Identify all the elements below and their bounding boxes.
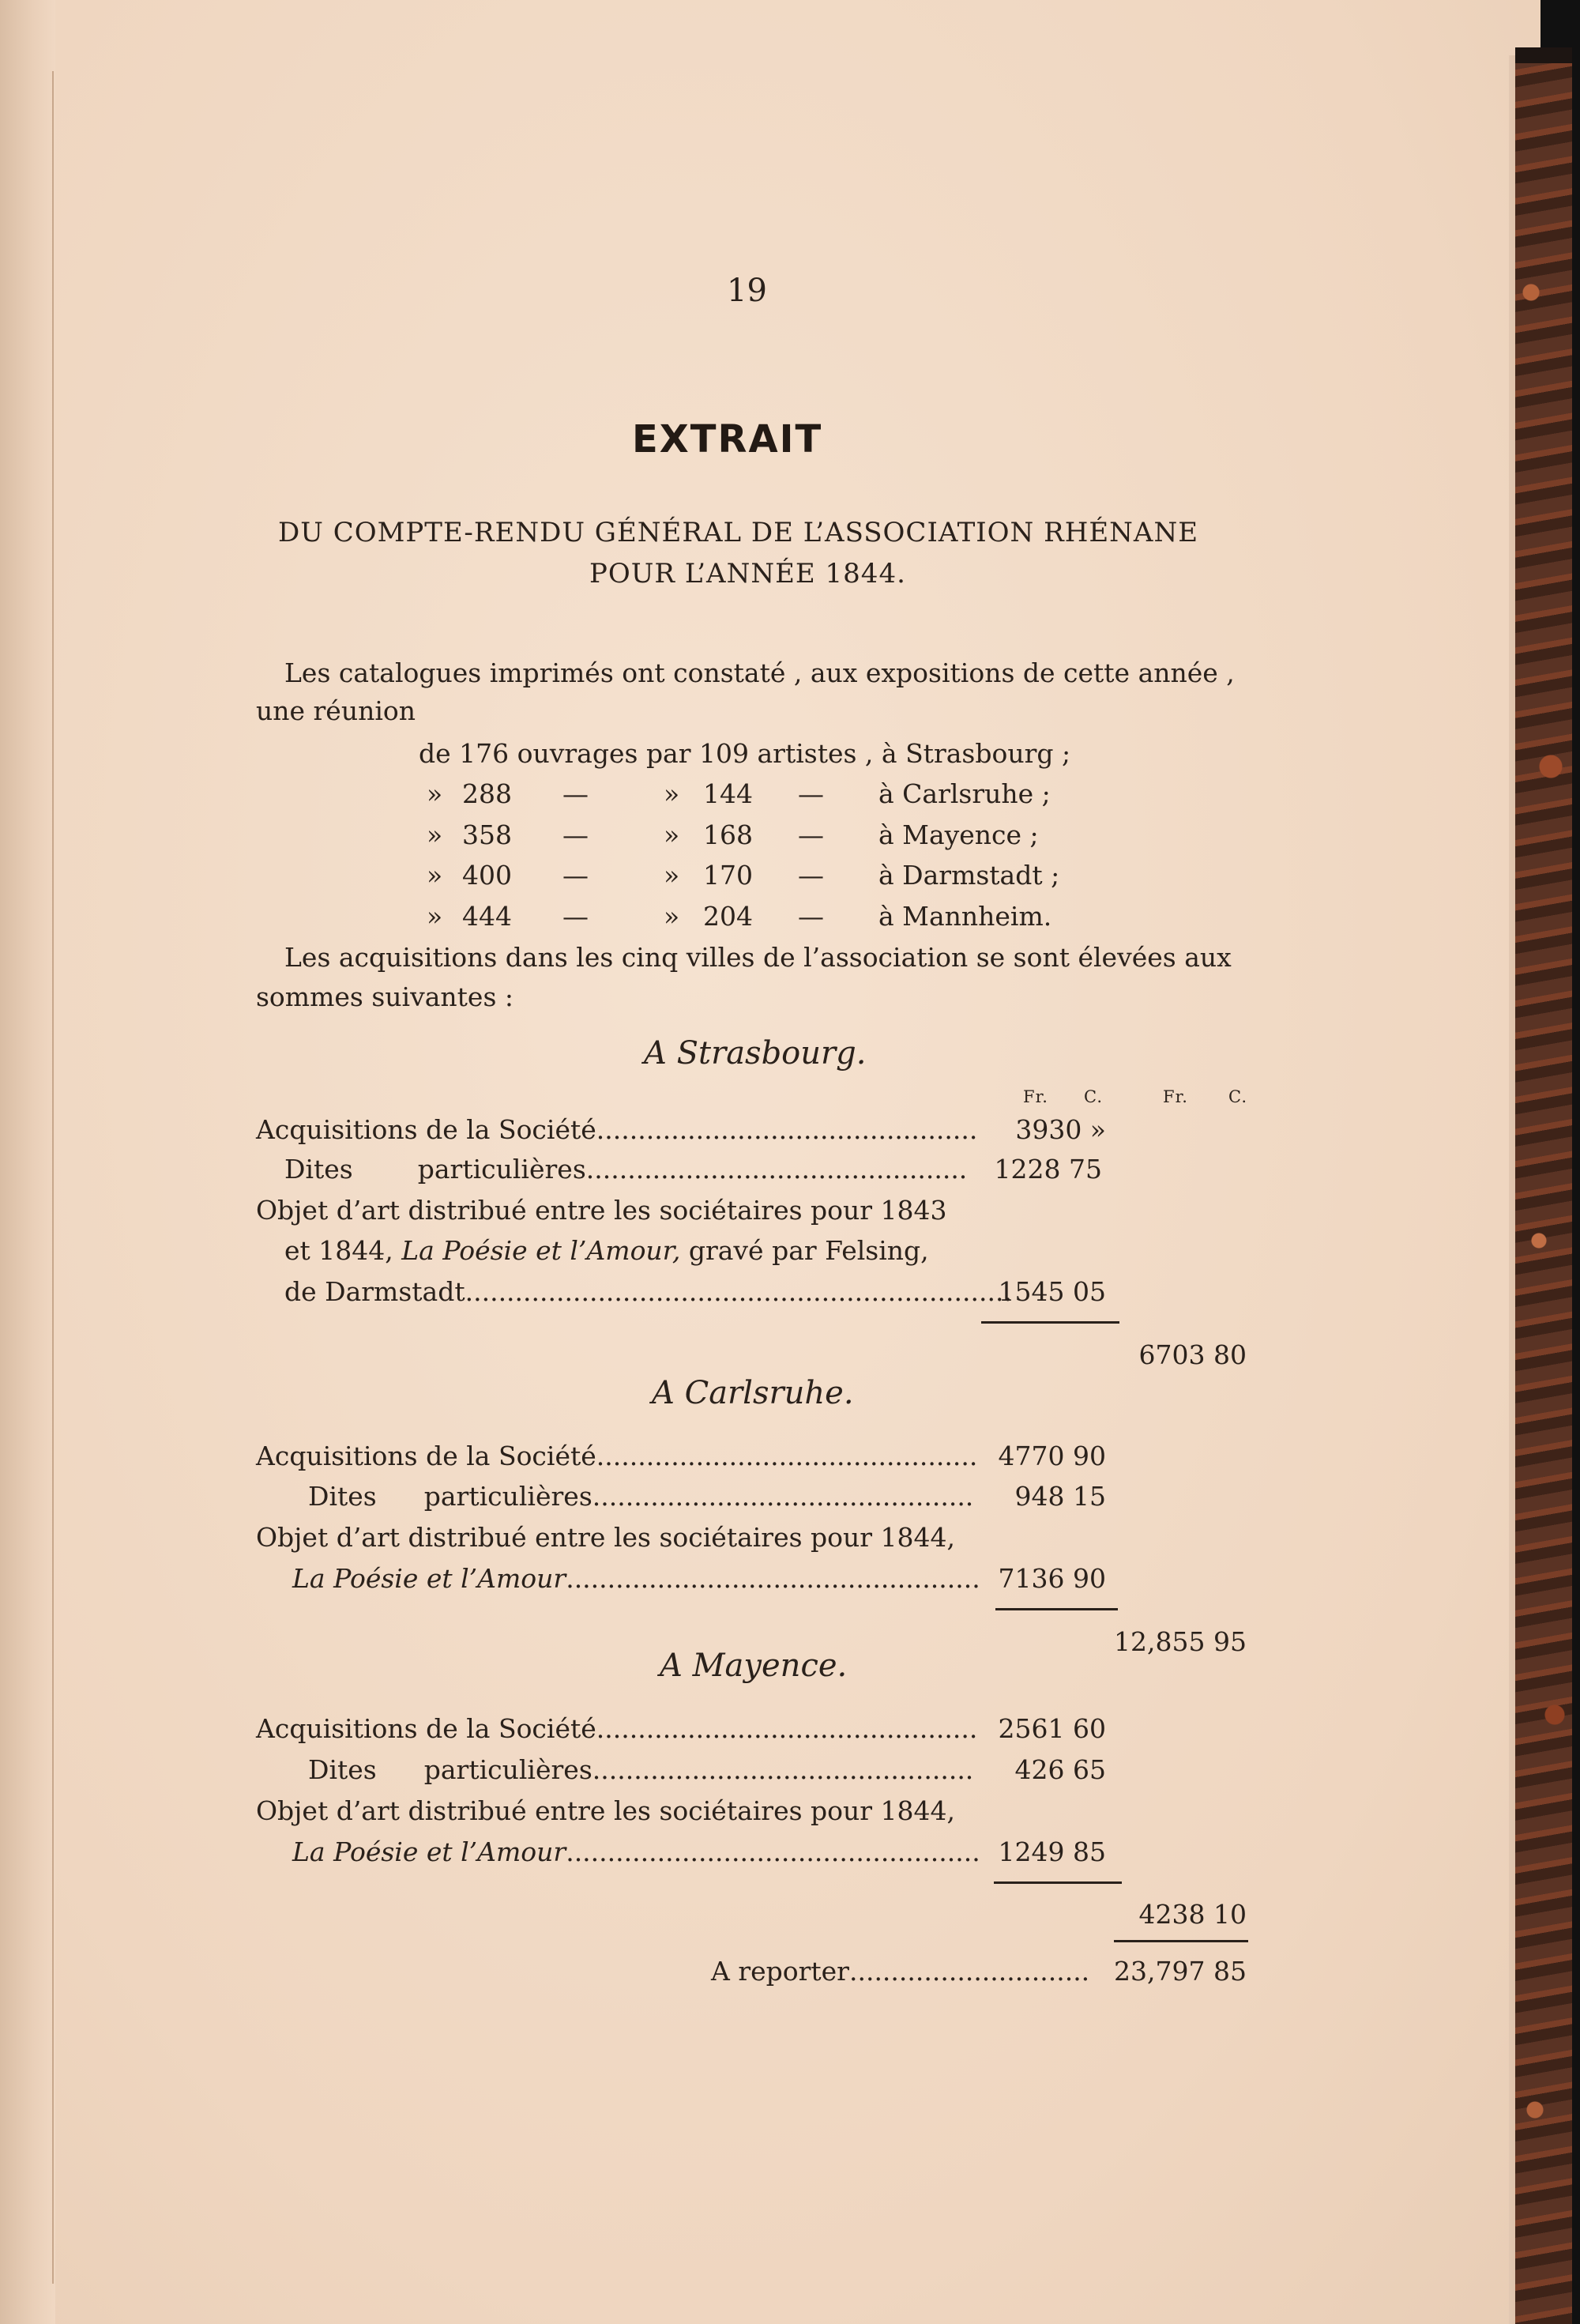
subtotal-rule [994, 1881, 1122, 1884]
objet-line-2: et 1844, La Poésie et l’Amour, gravé par Felsing, [284, 1235, 929, 1266]
section-total: 12,855 95 [1114, 1626, 1247, 1657]
section-heading-strasbourg: A Strasbourg. [644, 1035, 867, 1072]
ledger-value: 1545 05 [998, 1276, 1106, 1307]
ledger-value: 1228 75 [994, 1154, 1102, 1185]
ledger-value: 426 65 [1014, 1754, 1106, 1785]
ledger-value: 2561 60 [998, 1713, 1106, 1744]
subtitle-line-1: DU COMPTE-RENDU GÉNÉRAL DE L’ASSOCIATION RHÉNANE [278, 517, 1199, 548]
col-header-fr: Fr. [1023, 1087, 1048, 1106]
ledger-row: Dites particulières.............................................. [284, 1154, 968, 1185]
objet-line-1: Objet d’art distribué entre les sociétaires pour 1844, [256, 1795, 956, 1826]
acquisitions-line-2: sommes suivantes : [256, 981, 514, 1012]
ledger-row: Dites particulières.............................................. [308, 1754, 974, 1785]
book-binding [1515, 55, 1572, 2324]
col-header-c: C. [1084, 1087, 1103, 1106]
ledger-value: 3930 » [1015, 1114, 1106, 1145]
ledger-value: 7136 90 [998, 1563, 1106, 1594]
subtotal-rule [981, 1321, 1119, 1324]
total-rule [1114, 1940, 1248, 1942]
carry-forward-row: A reporter............................. [711, 1956, 1090, 1987]
col-header-c-total: C. [1228, 1087, 1247, 1106]
ledger-value: 948 15 [1014, 1481, 1106, 1512]
ledger-row: de Darmstadt.................................................................. [284, 1276, 1012, 1307]
objet-line-1: Objet d’art distribué entre les sociétaires pour 1843 [256, 1195, 947, 1226]
ledger-row: Dites particulières.............................................. [308, 1481, 974, 1512]
page-number: 19 [727, 273, 767, 309]
section-total: 4238 10 [1138, 1899, 1247, 1930]
binding-top [1515, 47, 1572, 63]
section-total: 6703 80 [1138, 1339, 1247, 1370]
book-page: 19 EXTRAIT DU COMPTE-RENDU GÉNÉRAL DE L’ASSOCIATION RHÉNANE POUR L’ANNÉE 1844. Les catalogues imprimés ont constaté , aux expositions de cette année , une réunion de 176 ouvrages par 109 artistes , à Strasbourg ; » 288 — » 144 — à Carlsruhe ; » 358 — » 168 — à Mayence ; » 400 — » 170 — à Darmstadt ; » 444 — » 204 — à Mannheim. Les acquisitions dans les cinq villes de l’association se sont élevées aux sommes suivantes : A Strasbourg. Fr. C. Fr. C. Acquisitions de la Société.............................................. 3930 » Dites particulières.............................................. 1228 75 Objet d’art distribué entre les sociétaires pour 1843 et 1844, La Poésie et l’Amour, gravé par Felsing, de Darmstadt.................................................................. 1545 05 6703 80 A Carlsruhe. Acquisitions de la Société.............................................. 4770 90 Dites particulières.............................................. 948 15 Objet d’art distribué entre les sociétaires pour 1844, La Poésie et l’Amour.................................................. 7136 90 12,855 95 A Mayence. Acquisitions de la Société.............................................. 2561 60 Dites particulières.............................................. 426 65 Objet d’art distribué entre les sociétaires pour 1844, La Poésie et l’Amour.................................................. 1249 85 4238 10 A reporter............................. 23,797 85 [0, 0, 1540, 2324]
section-heading-carlsruhe: A Carlsruhe. [652, 1375, 854, 1411]
ledger-row: Acquisitions de la Société.............................................. [256, 1114, 978, 1145]
objet-line-1: Objet d’art distribué entre les sociétaires pour 1844, [256, 1522, 956, 1553]
ledger-row: Acquisitions de la Société.............................................. [256, 1713, 978, 1744]
subtitle-line-2: POUR L’ANNÉE 1844. [589, 558, 906, 589]
intro-line-1: Les catalogues imprimés ont constaté , aux expositions de cette année , [284, 657, 1235, 688]
document-title: EXTRAIT [632, 417, 823, 461]
ledger-value: 4770 90 [998, 1441, 1106, 1471]
gutter-shadow [0, 0, 55, 2324]
subtotal-rule [995, 1608, 1118, 1610]
col-header-fr-total: Fr. [1163, 1087, 1188, 1106]
section-heading-mayence: A Mayence. [660, 1648, 848, 1684]
gutter-fold [52, 71, 54, 2284]
intro-line-2: une réunion [256, 695, 416, 726]
ledger-row: Acquisitions de la Société.............................................. [256, 1441, 978, 1471]
exhibition-row: de 176 ouvrages par 109 artistes , à Strasbourg ; [419, 738, 1071, 769]
ledger-row: La Poésie et l’Amour.................................................. [292, 1836, 980, 1867]
ledger-row: La Poésie et l’Amour.................................................. [292, 1563, 980, 1594]
carry-forward-value: 23,797 85 [1114, 1956, 1247, 1987]
acquisitions-line-1: Les acquisitions dans les cinq villes de l’association se sont élevées aux [284, 942, 1232, 973]
ledger-value: 1249 85 [998, 1836, 1106, 1867]
